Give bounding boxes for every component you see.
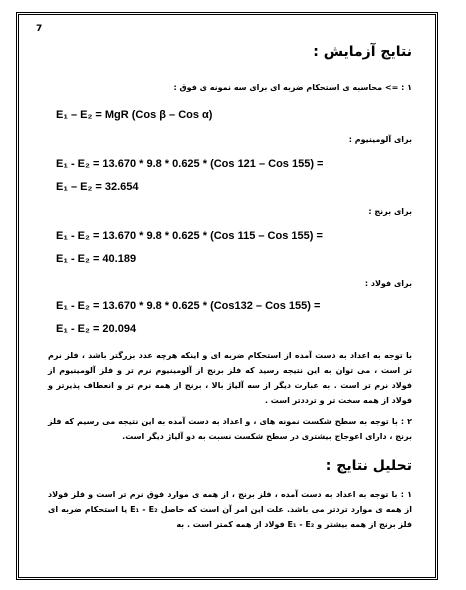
paragraph-analysis: ۱ : با توجه به اعداد به دست آمده ، فلز برنج ، از همه ی موارد فوق نرم تر است و فلز فولاد از همه ی موارد تردتر می باشد. علت این امر آن است که حاصل E₁ - E₂ یا استحکام ضربه ای فلز برنج از همه بیشتر و E₁ - E₂ فولاد از همه کمتر است . به <box>48 490 412 529</box>
steel-result: E₁ - E₂ = 20.094 <box>56 323 137 335</box>
general-formula: E₁ – E₂ = MgR (Cos β – Cos α) <box>56 109 213 121</box>
results-heading: نتایج آزمایش : <box>313 44 412 60</box>
brass-result: E₁ - E₂ = 40.189 <box>56 253 137 265</box>
aluminum-equation: E₁ - E₂ = 13.670 * 9.8 * 0.625 * (Cos 121 – Cos 155) = <box>56 158 324 170</box>
brass-label: برای برنج : <box>368 207 412 216</box>
aluminum-label: برای آلومینیوم : <box>348 135 412 144</box>
page-number: 7 <box>36 24 43 34</box>
aluminum-result: E₁ – E₂ = 32.654 <box>56 181 139 193</box>
steel-label: برای فولاد : <box>364 279 412 288</box>
brass-equation: E₁ - E₂ = 13.670 * 9.8 * 0.625 * (Cos 115 – Cos 155) = <box>56 230 323 242</box>
step1-label: ۱ : => محاسبه ی استحکام ضربه ای برای سه نمونه ی فوق : <box>173 83 412 92</box>
analysis-heading: تحلیل نتایج : <box>325 458 412 474</box>
steel-equation: E₁ - E₂ = 13.670 * 9.8 * 0.625 * (Cos132 – Cos 155) = <box>56 300 321 312</box>
paragraph-hardness-comparison: با توجه به اعداد به دست آمده از استحکام ضربه ای و اینکه هرچه عدد بزرگتر باشد ، فلز نرم تر است ، می توان به این نتیجه رسید که فلز برنج از آلومینیوم نرم تر و فلز آلومینیوم از فولاد نرم تر است . به عبارت دیگر از سه آلیاژ بالا ، برنج از همه نرم تر و انعطاف پذیرتر و فولاد از همه سخت تر و ترددتر است . <box>48 351 412 405</box>
paragraph-fracture-surface: ۲ : با توجه به سطح شکست نمونه های ، و اعداد به دست آمده به این نتیجه می رسیم که فلز برنج ، دارای اعوجاج بیشتری در سطح شکست نسبت به دو آلیاژ دیگر است. <box>48 417 412 441</box>
